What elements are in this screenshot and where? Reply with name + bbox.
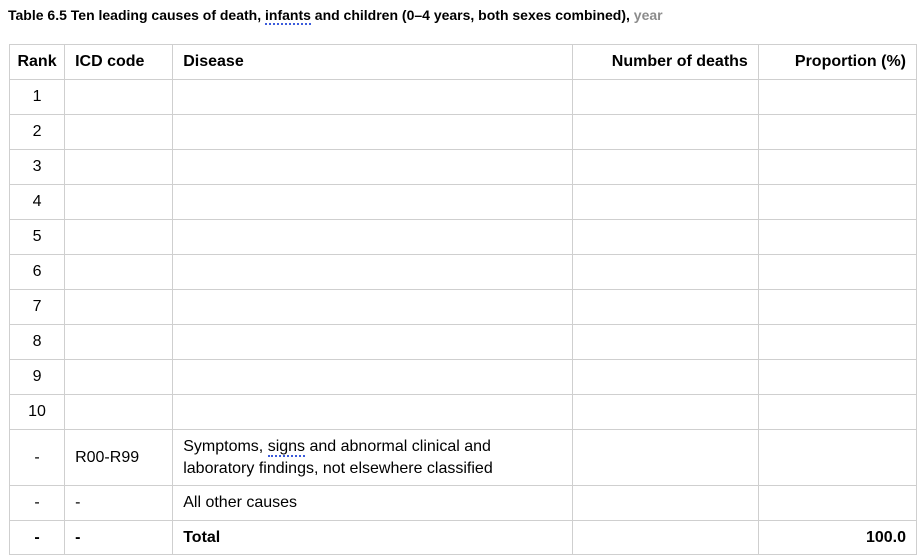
- title-spellcheck-word[interactable]: infants: [265, 7, 311, 23]
- icd-cell[interactable]: -: [65, 521, 173, 555]
- deaths-cell[interactable]: [573, 185, 759, 220]
- icd-cell[interactable]: [65, 115, 173, 150]
- disease-cell[interactable]: [173, 360, 573, 395]
- deaths-cell[interactable]: [573, 395, 759, 430]
- icd-cell[interactable]: [65, 255, 173, 290]
- deaths-cell[interactable]: [573, 115, 759, 150]
- table-row: [10, 185, 917, 220]
- header-row: [10, 45, 917, 80]
- rank-cell[interactable]: 9: [10, 360, 65, 395]
- icd-cell[interactable]: R00-R99: [65, 430, 173, 486]
- icd-cell[interactable]: [65, 150, 173, 185]
- deaths-cell[interactable]: [573, 325, 759, 360]
- disease-text: Symptoms,: [183, 437, 268, 455]
- table-row: [10, 360, 917, 395]
- icd-cell[interactable]: [65, 80, 173, 115]
- proportion-cell[interactable]: [758, 360, 916, 395]
- deaths-cell[interactable]: [573, 80, 759, 115]
- proportion-cell[interactable]: [758, 395, 916, 430]
- disease-cell[interactable]: [173, 150, 573, 185]
- proportion-cell[interactable]: [758, 325, 916, 360]
- proportion-cell[interactable]: [758, 430, 916, 486]
- table-row: [10, 325, 917, 360]
- deaths-cell[interactable]: [573, 290, 759, 325]
- disease-cell[interactable]: All other causes: [173, 486, 573, 521]
- disease-cell[interactable]: [173, 325, 573, 360]
- rank-cell[interactable]: 7: [10, 290, 65, 325]
- table-row: [10, 80, 917, 115]
- disease-cell[interactable]: Total: [173, 521, 573, 555]
- icd-cell[interactable]: [65, 395, 173, 430]
- title-placeholder-year: year: [633, 7, 663, 23]
- rank-cell[interactable]: 6: [10, 255, 65, 290]
- header-icd-code: ICD code: [65, 45, 173, 80]
- proportion-cell[interactable]: [758, 115, 916, 150]
- table-row: [10, 290, 917, 325]
- disease-cell[interactable]: [173, 395, 573, 430]
- rank-cell[interactable]: 3: [10, 150, 65, 185]
- rank-cell[interactable]: 10: [10, 395, 65, 430]
- table-row: [10, 115, 917, 150]
- disease-cell[interactable]: [173, 115, 573, 150]
- proportion-cell[interactable]: [758, 80, 916, 115]
- disease-text-cont: and abnormal clinical and laboratory findings, not elsewhere classified: [183, 437, 493, 477]
- icd-cell[interactable]: [65, 360, 173, 395]
- header-proportion: Proportion (%): [758, 45, 916, 80]
- rank-cell[interactable]: -: [10, 430, 65, 486]
- causes-of-death-table: [9, 44, 917, 555]
- rank-cell[interactable]: 4: [10, 185, 65, 220]
- rank-cell[interactable]: -: [10, 521, 65, 555]
- proportion-cell[interactable]: [758, 150, 916, 185]
- proportion-cell[interactable]: [758, 486, 916, 521]
- icd-cell[interactable]: -: [65, 486, 173, 521]
- disease-cell[interactable]: [173, 185, 573, 220]
- table-row: [10, 150, 917, 185]
- header-rank: Rank: [10, 45, 65, 80]
- title-text: Table 6.5 Ten leading causes of death,: [8, 7, 265, 23]
- disease-cell[interactable]: [173, 290, 573, 325]
- rank-cell[interactable]: 2: [10, 115, 65, 150]
- proportion-cell[interactable]: [758, 290, 916, 325]
- deaths-cell[interactable]: [573, 220, 759, 255]
- icd-cell[interactable]: [65, 185, 173, 220]
- rank-cell[interactable]: 8: [10, 325, 65, 360]
- icd-cell[interactable]: [65, 290, 173, 325]
- icd-cell[interactable]: [65, 220, 173, 255]
- disease-spellcheck-word[interactable]: signs: [267, 437, 306, 455]
- icd-cell[interactable]: [65, 325, 173, 360]
- header-number-of-deaths: Number of deaths: [573, 45, 759, 80]
- table-row: [10, 255, 917, 290]
- rank-cell[interactable]: 1: [10, 80, 65, 115]
- disease-cell[interactable]: [173, 430, 573, 486]
- total-row: [10, 521, 917, 555]
- rank-cell[interactable]: -: [10, 486, 65, 521]
- deaths-cell[interactable]: [573, 150, 759, 185]
- title-text-cont: and children (0–4 years, both sexes combined),: [310, 7, 634, 23]
- deaths-cell[interactable]: [573, 430, 759, 486]
- table-row: [10, 395, 917, 430]
- proportion-cell[interactable]: [758, 255, 916, 290]
- symptoms-row: [10, 430, 917, 486]
- deaths-cell[interactable]: [573, 486, 759, 521]
- header-disease: Disease: [173, 45, 573, 80]
- disease-cell[interactable]: [173, 255, 573, 290]
- rank-cell[interactable]: 5: [10, 220, 65, 255]
- table-row: [10, 220, 917, 255]
- disease-cell[interactable]: [173, 220, 573, 255]
- proportion-cell[interactable]: 100.0: [758, 521, 916, 555]
- deaths-cell[interactable]: [573, 521, 759, 555]
- table-title: [8, 5, 663, 25]
- deaths-cell[interactable]: [573, 255, 759, 290]
- disease-cell[interactable]: [173, 80, 573, 115]
- proportion-cell[interactable]: [758, 185, 916, 220]
- other-causes-row: [10, 486, 917, 521]
- proportion-cell[interactable]: [758, 220, 916, 255]
- deaths-cell[interactable]: [573, 360, 759, 395]
